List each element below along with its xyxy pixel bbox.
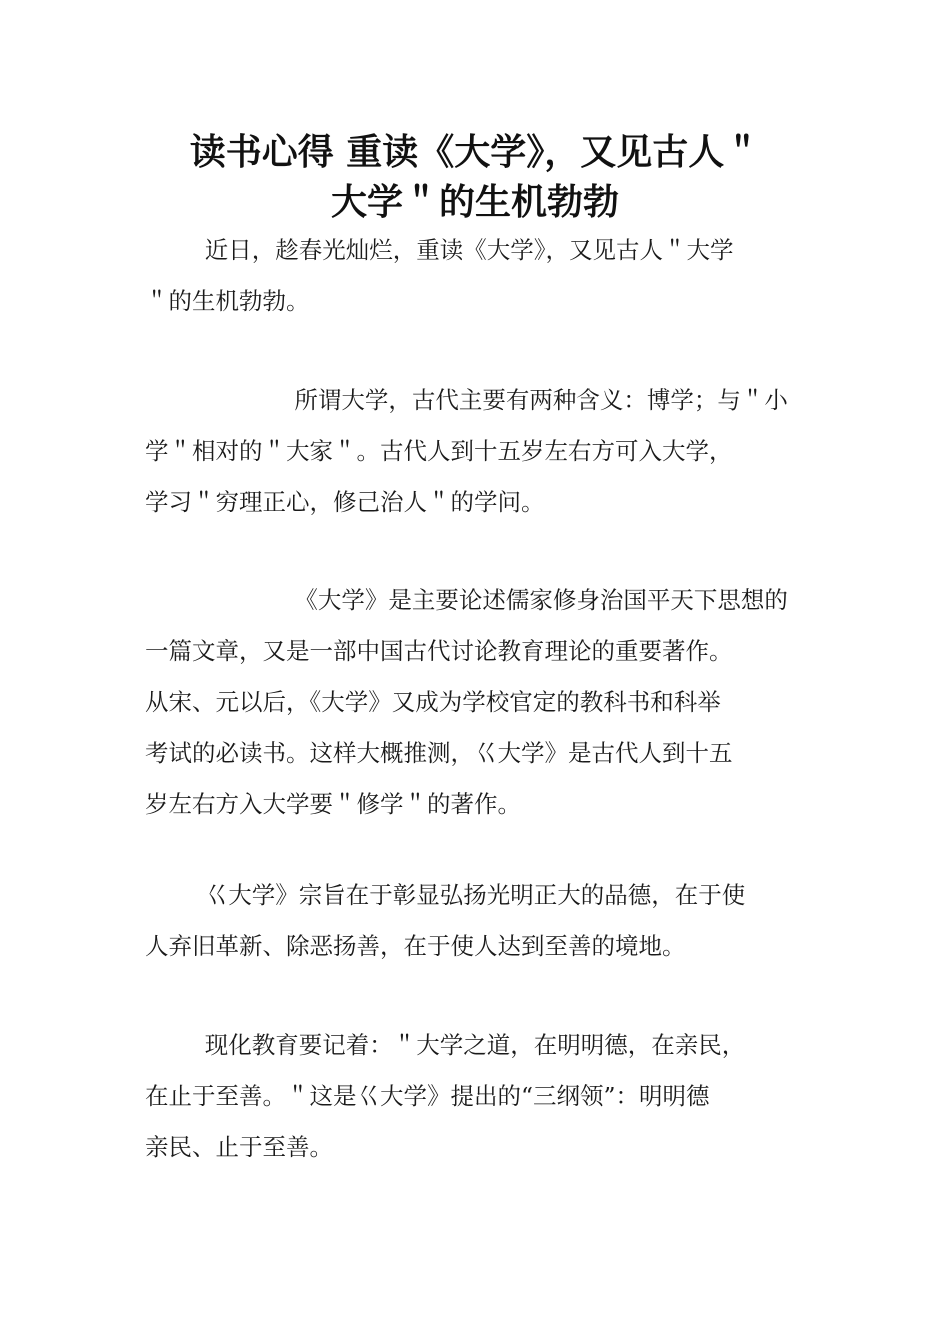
title-line-2: 大学＂的生机勃勃 xyxy=(330,182,619,223)
paragraph-line: 考试的必读书。这样大概推测，巜大学》是古代人到十五 xyxy=(145,739,733,767)
paragraph-line: 学＂相对的＂大家＂。古代人到十五岁左右方可入大学， xyxy=(145,437,733,465)
paragraph-line: 《大学》是主要论述儒家修身治国平天下思想的 xyxy=(145,586,788,614)
paragraph-line: 学习＂穷理正心，修己治人＂的学问。 xyxy=(145,488,545,516)
paragraph-2 xyxy=(145,375,805,528)
paragraph-line: 所谓大学，古代主要有两种含义：博学；与＂小 xyxy=(145,386,788,414)
paragraph-line: 巜大学》宗旨在于彰显弘扬光明正大的品德，在于使 xyxy=(145,881,746,909)
paragraph-line: 现化教育要记着：＂大学之道，在明明德，在亲民， xyxy=(145,1031,746,1059)
paragraph-5 xyxy=(145,1020,805,1173)
paragraph-line: 从宋、元以后，《大学》又成为学校官定的教科书和科举 xyxy=(145,688,721,716)
paragraph-line: 岁左右方入大学要＂修学＂的著作。 xyxy=(145,790,521,818)
paragraph-3 xyxy=(145,575,805,830)
paragraph-line: 一篇文章，又是一部中国古代讨论教育理论的重要著作。 xyxy=(145,637,733,665)
paragraph-line: ＂的生机勃勃。 xyxy=(145,287,310,315)
title-line-1: 读书心得 重读《大学》，又见古人＂ xyxy=(189,132,761,173)
paragraph-line: 近日，趁春光灿烂，重读《大学》，又见古人＂大学 xyxy=(145,236,734,264)
paragraph-line: 亲民、止于至善。 xyxy=(145,1133,333,1161)
paragraph-1 xyxy=(145,225,805,327)
paragraph-4 xyxy=(145,870,805,972)
document-title xyxy=(120,128,830,228)
paragraph-line: 在止于至善。＂这是巜大学》提出的“三纲领”：明明德 xyxy=(145,1082,710,1110)
paragraph-line: 人弃旧革新、除恶扬善，在于使人达到至善的境地。 xyxy=(145,932,686,960)
